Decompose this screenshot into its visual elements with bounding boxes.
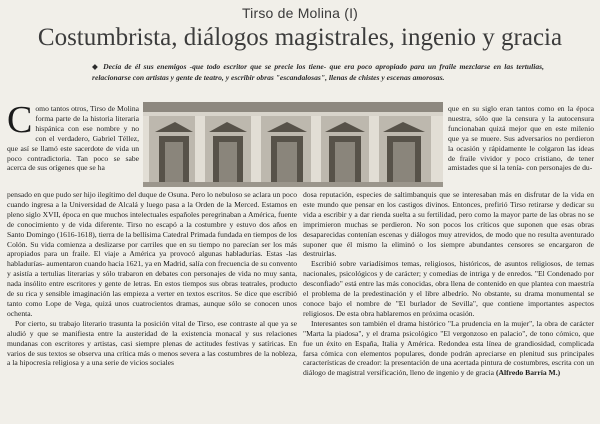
- left-paragraph: Por cierto, su trabajo literario trasunta la posición vital de Tirso, ese contraste al que ya se aludió y que se manifiesta entre la austeridad de la existencia monacal y sus relaciones mundanas con escritores y artistas, casi siempre plenas de actitudes festivas y satíricas. En varios de sus textos se observa una crítica más o menos severa a las costumbres de la nobleza, a la hipocresía religiosa y a una serie de vicios sociales: [7, 318, 297, 368]
- body-column-right: [303, 190, 594, 378]
- article-headline: Costumbrista, diálogos magistrales, ingenio y gracia: [37, 24, 563, 51]
- article-lead: [92, 61, 544, 83]
- intro-right-text: que en su siglo eran tantos como en la época nuestra, sólo que la censura y la autocensura funcionaban quizá mejor que en este milenio que ya se muere. Sus adversarios no perdieron la ocasión y rápidamente le colgaron las ideas de fraile vividor y poco cristiano, de tener amistades que si la tenía- con personajes de du-: [448, 104, 594, 173]
- right-paragraph-text: Interesantes son también el drama histórico "La prudencia en la mujer", la obra de carácter "Marta la piadosa", y el drama psicológico "El vergonzoso en palacio", de tono cómico, que fue un éxito en España, Italia y América. Redondea esta línea de grandiosidad, complicada farsa cómica con elementos populares, donde podrán apreciarse en plenitud sus principales características de creador: la presentación de una acertada pintura de costumbres, escrita con un diálogo de magistral versificación, lleno de ingenio y de gracia: [303, 318, 594, 378]
- drop-cap: C: [7, 99, 33, 141]
- bullet-icon: ◆: [92, 62, 100, 71]
- author-credit: (Alfredo Barría M.): [495, 368, 561, 378]
- right-paragraph: Escribió sobre variadísimos temas, religiosos, históricos, de asuntos religiosos, de temas nacionales, psicológicos y de carácter; y comedias de intriga y de enredos. "El Condenado por desconfiado" está entre las más conocidas, obra llena de contenido en que plantea con maestría el problema de la predestinación y el libre albedrío. No obstante, su drama monumental se conoce bajo el nombre de "El burlador de Sevilla", que contiene importantes aspectos religiosos. De esta obra hablaremos en próxima ocasión.: [303, 259, 594, 318]
- intro-column-left: [7, 99, 139, 173]
- building-facade-image: [143, 102, 443, 187]
- lead-text: Decía de él sus enemigos -que todo escritor que se precie los tiene- que era poco apropiado para un fraile mezclarse en las tertulias, relacionarse con artistas y gente de teatro, y escribir obras "escandalosas", llenas de chistes y escenas amorosas.: [92, 62, 544, 82]
- right-paragraph-last: [303, 319, 594, 378]
- intro-left-text: omo tantos otros, Tirso de Molina forma parte de la historia literaria hispánica con ese nombre y no con el verdadero, Gabriel Téllez, que así se llamó este sacerdote de vida un poco contradictoria. Tan poco se sabe acerca de sus orígenes que se ha: [7, 104, 139, 173]
- right-paragraph: dosa reputación, especies de saltimbanquis que se interesaban más en disfrutar de la vida en este mundo que pensar en los castigos divinos. Entonces, prefirió Tirso retirarse y dedicar su vida a escribir y a dar rienda suelta a su fertilidad, pero como la mayor parte de las obras no se imprimieron muchas se perdieron. No son pocos los críticos que suponen que esas obras desaparecidas contenían escenas y diálogos muy atrevidos, de modo que no resulta aventurado suponer que él mismo la eliminó o los siempre abundantes censores se encargaron de destruirlas.: [303, 190, 594, 259]
- intro-column-right: [448, 104, 594, 173]
- left-paragraph: pensado en que pudo ser hijo ilegítimo del duque de Osuna. Pero lo nebuloso se aclara un poco cuando ingresa a la Universidad de Alcalá y luego pasa a la Orden de la Merced. Estamos en pleno siglo XVII, época en que muchos intelectuales españoles peregrinaban a América, fuente de conocimiento y de vida diferente. Tirso no escapó a la costumbre y estuvo dos años en Santo Domingo (1616-1618), tierra de la bellísima Catedral Primada fundada en tiempos de los Colón. Su vida comienza a deslizarse por carriles que en su tiempo no parecían ser los más apropiados para un fraile. El viaje a América ya provocó algunas habladurías. Estas -las habladurías- aumentaron cuando hacia 1621, ya en Madrid, salía con frecuencia de su convento y asistía a tertulias literarias y sólo trabaron en debates con personajes de vida no muy santa, nada insólito entre escritores y gente de letras. En estos tiempos sus obras teatrales, producto de su rica y sensible imaginación las empieza a verter en textos escritos. Se dice que escribió tanto como Lope de Vega, quizá unos cuatrocientos dramas, aunque sólo se conocen unos ochenta.: [7, 190, 297, 318]
- article-photo: [143, 102, 443, 187]
- body-column-left: [7, 190, 297, 368]
- article-kicker: Tirso de Molina (I): [241, 5, 359, 21]
